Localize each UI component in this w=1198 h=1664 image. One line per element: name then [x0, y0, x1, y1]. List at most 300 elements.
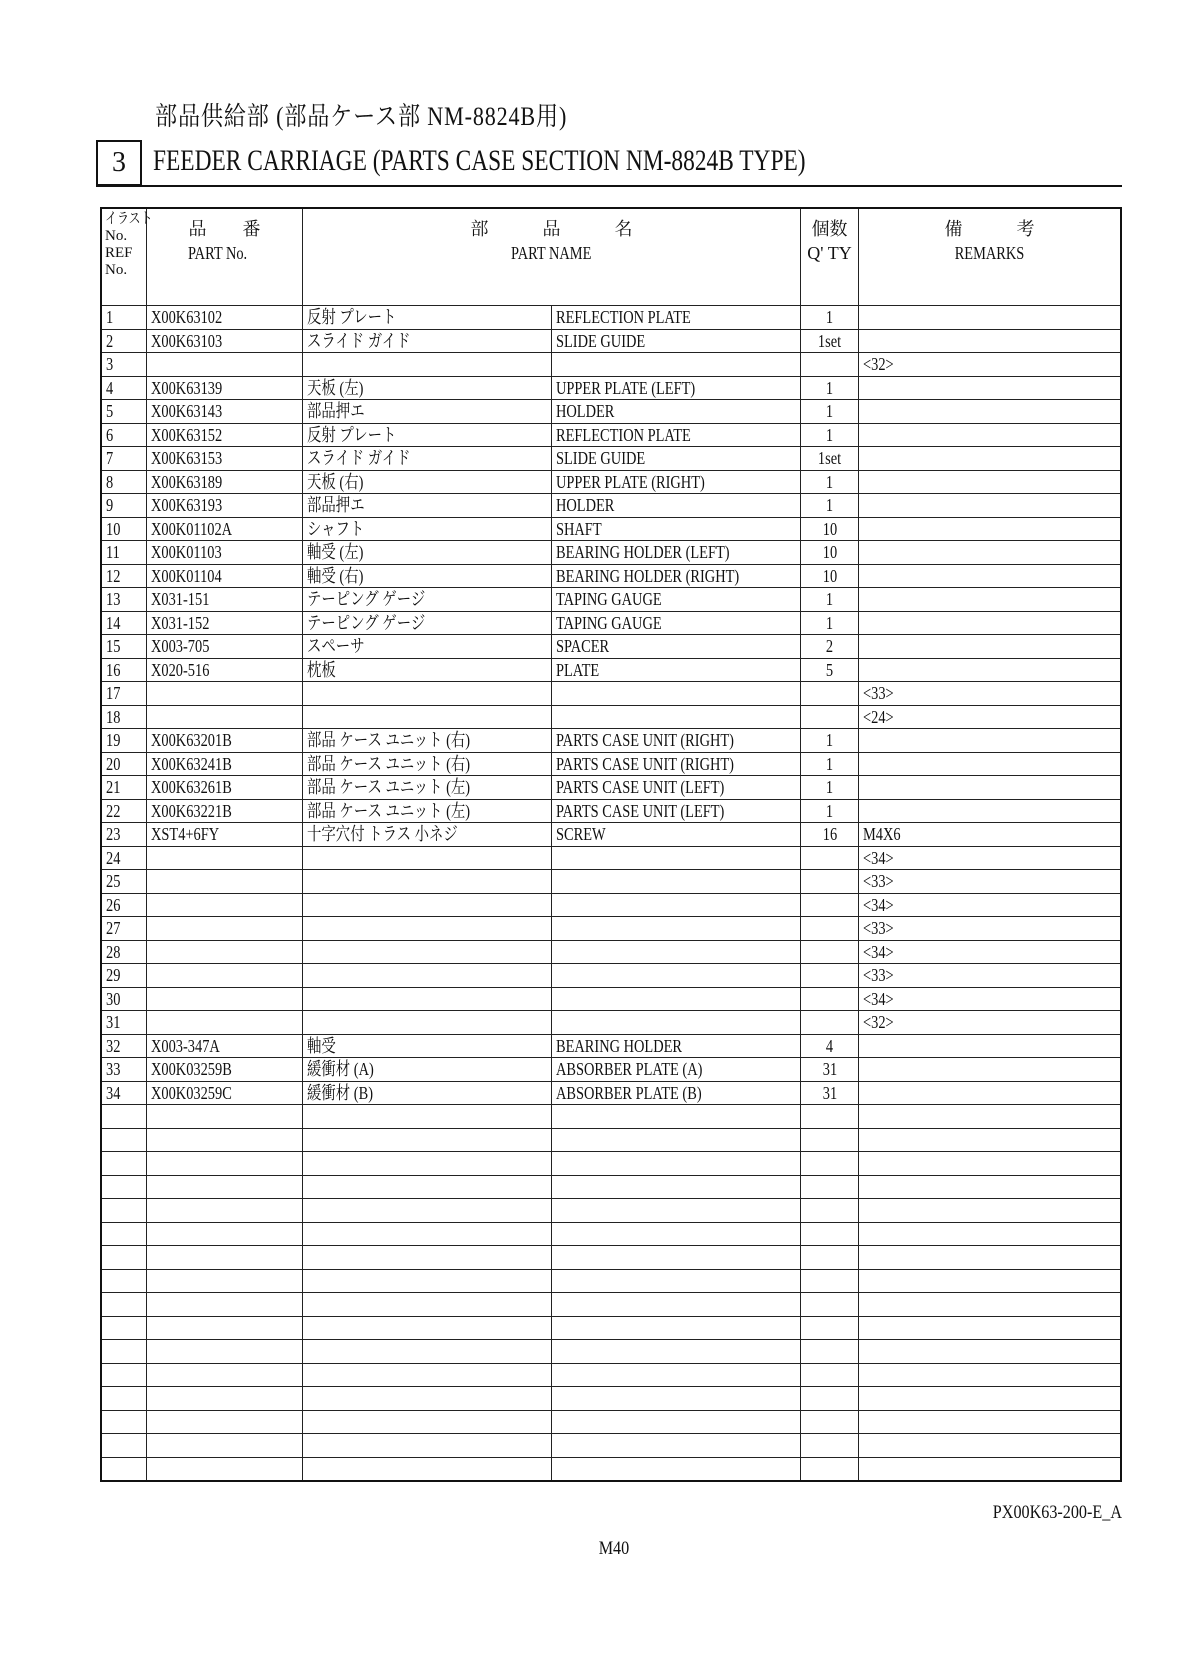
part-no-text: X020-516 [151, 659, 210, 680]
cell-part-no [147, 353, 303, 377]
cell-part-no [147, 729, 303, 753]
qty-text: 2 [825, 636, 834, 657]
ref-text: 16 [106, 659, 121, 680]
cell-part-name-jp [303, 1363, 552, 1387]
table-row [101, 1011, 1121, 1035]
cell-part-name-en [552, 987, 801, 1011]
table-row [101, 1128, 1121, 1152]
cell-remarks [859, 917, 1122, 941]
col-part-no-en: PART No. [187, 243, 247, 263]
ref-text: 14 [106, 612, 121, 633]
part-no-text: X031-151 [151, 589, 210, 610]
cell-qty [801, 940, 859, 964]
cell-part-name-jp [303, 1152, 552, 1176]
ref-text: 7 [106, 448, 114, 469]
cell-part-name-en [552, 329, 801, 353]
qty-text: 1 [825, 307, 834, 328]
remarks-text: <34> [863, 847, 894, 868]
cell-remarks [859, 1269, 1122, 1293]
cell-part-no [147, 564, 303, 588]
part-name-en-text: UPPER PLATE (LEFT) [556, 377, 696, 398]
cell-part-no [147, 846, 303, 870]
qty-text: 16 [822, 824, 837, 845]
remarks-text: <33> [863, 918, 894, 939]
part-name-jp-text: 軸受 [307, 1035, 336, 1056]
table-row [101, 306, 1121, 330]
table-row [101, 1081, 1121, 1105]
part-name-jp-text: シャフト [307, 518, 365, 539]
cell-remarks [859, 564, 1122, 588]
remarks-text: <34> [863, 988, 894, 1009]
remarks-text: <34> [863, 941, 894, 962]
part-name-jp-text: 軸受 (左) [307, 542, 364, 563]
cell-part-name-jp [303, 1199, 552, 1223]
cell-remarks [859, 1011, 1122, 1035]
ref-text: 29 [106, 965, 121, 986]
cell-ref [101, 682, 147, 706]
cell-part-no [147, 1340, 303, 1364]
cell-part-name-en [552, 1387, 801, 1411]
cell-part-name-en [552, 611, 801, 635]
cell-remarks [859, 846, 1122, 870]
cell-remarks [859, 423, 1122, 447]
cell-part-name-jp [303, 1340, 552, 1364]
cell-qty [801, 1175, 859, 1199]
part-name-jp-text: 反射 プレート [307, 307, 397, 328]
part-no-text: X00K01103 [151, 542, 222, 563]
cell-part-name-jp [303, 447, 552, 471]
ref-text: 8 [106, 471, 114, 492]
part-no-text: X00K63153 [151, 448, 223, 469]
cell-qty [801, 1246, 859, 1270]
table-row [101, 564, 1121, 588]
cell-part-name-jp [303, 1457, 552, 1481]
cell-ref [101, 1222, 147, 1246]
cell-remarks [859, 306, 1122, 330]
cell-ref [101, 329, 147, 353]
cell-qty [801, 541, 859, 565]
cell-part-name-jp [303, 541, 552, 565]
part-no-text: X00K63193 [151, 495, 223, 516]
cell-ref [101, 752, 147, 776]
cell-qty [801, 1293, 859, 1317]
part-name-en-text: REFLECTION PLATE [556, 307, 691, 328]
cell-ref [101, 1410, 147, 1434]
cell-part-name-en [552, 400, 801, 424]
ref-text: 12 [106, 565, 121, 586]
table-row [101, 541, 1121, 565]
cell-part-no [147, 1105, 303, 1129]
cell-ref [101, 940, 147, 964]
col-ref [101, 208, 153, 306]
title-underline [96, 185, 1122, 187]
cell-part-name-jp [303, 611, 552, 635]
cell-part-name-en [552, 846, 801, 870]
part-name-en-text: ABSORBER PLATE (A) [556, 1059, 703, 1080]
qty-text: 1 [825, 753, 834, 774]
page-number: M40 [598, 1538, 630, 1559]
cell-ref [101, 917, 147, 941]
cell-part-name-en [552, 776, 801, 800]
part-name-jp-text: テーピング ゲージ [307, 589, 426, 610]
ref-text: 26 [106, 894, 121, 915]
part-name-jp-text: 部品 ケース ユニット (右) [307, 753, 471, 774]
part-name-jp-text: テーピング ゲージ [307, 612, 426, 633]
part-name-jp-text: 天板 (右) [307, 471, 364, 492]
cell-part-name-jp [303, 705, 552, 729]
cell-ref [101, 1199, 147, 1223]
cell-remarks [859, 752, 1122, 776]
cell-part-name-en [552, 705, 801, 729]
cell-qty [801, 329, 859, 353]
part-name-en-text: ABSORBER PLATE (B) [556, 1082, 702, 1103]
ref-text: 32 [106, 1035, 121, 1056]
table-row [101, 423, 1121, 447]
table-row [101, 1410, 1121, 1434]
cell-ref [101, 423, 147, 447]
cell-remarks [859, 1199, 1122, 1223]
cell-part-no [147, 1128, 303, 1152]
cell-part-name-jp [303, 588, 552, 612]
cell-ref [101, 705, 147, 729]
table-row [101, 917, 1121, 941]
table-row [101, 353, 1121, 377]
cell-qty [801, 987, 859, 1011]
ref-text: 9 [106, 495, 114, 516]
table-row [101, 1058, 1121, 1082]
cell-qty [801, 1081, 859, 1105]
cell-part-name-en [552, 1011, 801, 1035]
cell-part-name-jp [303, 799, 552, 823]
cell-remarks [859, 588, 1122, 612]
cell-part-no [147, 799, 303, 823]
cell-qty [801, 1363, 859, 1387]
cell-part-name-jp [303, 729, 552, 753]
cell-ref [101, 1246, 147, 1270]
cell-part-name-en [552, 729, 801, 753]
part-no-text: X00K03259C [151, 1082, 232, 1103]
cell-part-name-en [552, 799, 801, 823]
table-row [101, 1457, 1121, 1481]
part-name-en-text: REFLECTION PLATE [556, 424, 691, 445]
cell-remarks [859, 329, 1122, 353]
remarks-text: <32> [863, 1012, 894, 1033]
cell-part-no [147, 1269, 303, 1293]
cell-qty [801, 635, 859, 659]
cell-qty [801, 1434, 859, 1458]
ref-text: 11 [106, 542, 120, 563]
part-name-en-text: SLIDE GUIDE [556, 448, 646, 469]
ref-text: 18 [106, 706, 121, 727]
part-no-text: X00K01102A [151, 518, 233, 539]
table-row [101, 635, 1121, 659]
cell-ref [101, 1387, 147, 1411]
qty-text: 1 [825, 589, 834, 610]
cell-remarks [859, 799, 1122, 823]
cell-ref [101, 353, 147, 377]
table-row [101, 964, 1121, 988]
ref-text: 27 [106, 918, 121, 939]
table-row [101, 658, 1121, 682]
cell-ref [101, 1363, 147, 1387]
cell-remarks [859, 870, 1122, 894]
table-row [101, 1316, 1121, 1340]
cell-qty [801, 611, 859, 635]
part-no-text: X00K63103 [151, 330, 223, 351]
cell-part-name-jp [303, 517, 552, 541]
cell-part-no [147, 1152, 303, 1176]
cell-part-name-en [552, 1081, 801, 1105]
cell-part-name-jp [303, 1387, 552, 1411]
cell-remarks [859, 1034, 1122, 1058]
cell-qty [801, 752, 859, 776]
ref-text: 17 [106, 683, 121, 704]
cell-part-name-en [552, 917, 801, 941]
cell-ref [101, 635, 147, 659]
ref-text: 30 [106, 988, 121, 1009]
cell-qty [801, 1387, 859, 1411]
cell-qty [801, 1034, 859, 1058]
cell-qty [801, 1011, 859, 1035]
japanese-section-title: 部品供給部 (部品ケース部 NM-8824B用) [155, 102, 568, 131]
cell-part-name-jp [303, 423, 552, 447]
cell-remarks [859, 517, 1122, 541]
cell-part-name-jp [303, 1410, 552, 1434]
cell-part-no [147, 1293, 303, 1317]
cell-ref [101, 1128, 147, 1152]
cell-remarks [859, 1293, 1122, 1317]
remarks-text: <33> [863, 871, 894, 892]
cell-part-no [147, 987, 303, 1011]
table-row [101, 1434, 1121, 1458]
cell-remarks [859, 353, 1122, 377]
part-no-text: X00K03259B [151, 1059, 232, 1080]
table-row [101, 1246, 1121, 1270]
cell-qty [801, 1152, 859, 1176]
cell-qty [801, 964, 859, 988]
cell-part-no [147, 705, 303, 729]
part-no-text: X00K63152 [151, 424, 223, 445]
col-part-no [147, 208, 303, 306]
cell-qty [801, 893, 859, 917]
cell-qty [801, 1222, 859, 1246]
cell-ref [101, 1434, 147, 1458]
cell-ref [101, 494, 147, 518]
cell-part-name-en [552, 517, 801, 541]
table-row [101, 329, 1121, 353]
cell-qty [801, 846, 859, 870]
cell-part-name-jp [303, 1034, 552, 1058]
cell-ref [101, 470, 147, 494]
cell-ref [101, 1175, 147, 1199]
cell-part-name-jp [303, 1434, 552, 1458]
cell-part-name-en [552, 1034, 801, 1058]
part-no-text: X003-347A [151, 1035, 220, 1056]
table-row [101, 376, 1121, 400]
cell-remarks [859, 1222, 1122, 1246]
part-no-text: X00K63261B [151, 777, 232, 798]
part-no-text: X00K63241B [151, 753, 232, 774]
part-name-jp-text: 枕板 [307, 659, 336, 680]
cell-qty [801, 517, 859, 541]
remarks-text: <24> [863, 706, 894, 727]
table-row [101, 1222, 1121, 1246]
cell-part-name-en [552, 682, 801, 706]
col-qty [801, 208, 859, 306]
cell-part-name-en [552, 1434, 801, 1458]
cell-part-name-jp [303, 1058, 552, 1082]
cell-part-name-jp [303, 306, 552, 330]
cell-part-no [147, 494, 303, 518]
cell-part-name-en [552, 1457, 801, 1481]
cell-part-no [147, 423, 303, 447]
cell-part-no [147, 752, 303, 776]
cell-remarks [859, 1128, 1122, 1152]
cell-qty [801, 353, 859, 377]
cell-remarks [859, 635, 1122, 659]
cell-remarks [859, 682, 1122, 706]
cell-part-name-jp [303, 1269, 552, 1293]
ref-text: 28 [106, 941, 121, 962]
remarks-text: M4X6 [863, 824, 901, 845]
ref-text: 2 [106, 330, 114, 351]
part-name-jp-text: 緩衝材 (A) [307, 1059, 374, 1080]
cell-part-name-en [552, 658, 801, 682]
cell-part-name-en [552, 423, 801, 447]
part-name-jp-text: 部品 ケース ユニット (右) [307, 730, 471, 751]
part-no-text: X00K63201B [151, 730, 232, 751]
part-no-text: XST4+6FY [151, 824, 220, 845]
cell-qty [801, 705, 859, 729]
cell-part-name-en [552, 470, 801, 494]
cell-remarks [859, 705, 1122, 729]
cell-remarks [859, 1410, 1122, 1434]
part-name-jp-text: スライド ガイド [307, 330, 411, 351]
cell-part-name-en [552, 1246, 801, 1270]
part-name-jp-text: 天板 (左) [307, 377, 364, 398]
ref-text: 10 [106, 518, 121, 539]
cell-part-name-jp [303, 494, 552, 518]
cell-part-name-jp [303, 1175, 552, 1199]
table-row [101, 705, 1121, 729]
table-row [101, 588, 1121, 612]
part-name-en-text: HOLDER [556, 495, 615, 516]
part-name-jp-text: スペーサ [307, 636, 365, 657]
cell-part-name-jp [303, 353, 552, 377]
cell-ref [101, 376, 147, 400]
part-name-en-text: SCREW [556, 824, 606, 845]
cell-part-name-jp [303, 635, 552, 659]
cell-remarks [859, 987, 1122, 1011]
qty-text: 10 [822, 565, 837, 586]
remarks-text: <33> [863, 683, 894, 704]
table-row [101, 1293, 1121, 1317]
part-name-en-text: SHAFT [556, 518, 602, 539]
cell-part-no [147, 1457, 303, 1481]
cell-ref [101, 517, 147, 541]
cell-ref [101, 799, 147, 823]
cell-part-no [147, 611, 303, 635]
cell-ref [101, 1034, 147, 1058]
cell-part-no [147, 1316, 303, 1340]
cell-remarks [859, 470, 1122, 494]
cell-part-no [147, 1034, 303, 1058]
cell-remarks [859, 964, 1122, 988]
cell-remarks [859, 1246, 1122, 1270]
cell-part-name-jp [303, 564, 552, 588]
table-row [101, 893, 1121, 917]
cell-part-name-en [552, 494, 801, 518]
cell-part-name-en [552, 1058, 801, 1082]
part-name-en-text: PARTS CASE UNIT (LEFT) [556, 777, 725, 798]
part-name-en-text: PARTS CASE UNIT (RIGHT) [556, 753, 734, 774]
cell-ref [101, 776, 147, 800]
part-name-en-text: BEARING HOLDER (RIGHT) [556, 565, 740, 586]
cell-part-name-jp [303, 752, 552, 776]
part-name-en-text: PLATE [556, 659, 600, 680]
cell-ref [101, 611, 147, 635]
part-no-text: X031-152 [151, 612, 210, 633]
cell-part-no [147, 964, 303, 988]
cell-ref [101, 564, 147, 588]
cell-part-name-en [552, 1128, 801, 1152]
cell-part-name-en [552, 1175, 801, 1199]
cell-part-no [147, 588, 303, 612]
ref-text: 6 [106, 424, 114, 445]
cell-ref [101, 823, 147, 847]
cell-remarks [859, 1387, 1122, 1411]
part-no-text: X00K63143 [151, 401, 223, 422]
ref-text: 25 [106, 871, 121, 892]
cell-part-no [147, 682, 303, 706]
col-remarks-en: REMARKS [954, 243, 1025, 263]
table-row [101, 1034, 1121, 1058]
cell-part-name-jp [303, 682, 552, 706]
cell-part-name-en [552, 1293, 801, 1317]
table-row [101, 447, 1121, 471]
cell-part-name-en [552, 635, 801, 659]
ref-text: 1 [106, 307, 114, 328]
qty-text: 1 [825, 730, 834, 751]
part-name-en-text: BEARING HOLDER [556, 1035, 682, 1056]
cell-part-name-jp [303, 846, 552, 870]
cell-qty [801, 682, 859, 706]
ref-text: 19 [106, 730, 121, 751]
table-row [101, 611, 1121, 635]
part-name-jp-text: 緩衝材 (B) [307, 1082, 373, 1103]
cell-qty [801, 1410, 859, 1434]
cell-remarks [859, 400, 1122, 424]
cell-qty [801, 799, 859, 823]
cell-part-no [147, 635, 303, 659]
cell-qty [801, 447, 859, 471]
ref-text: 31 [106, 1012, 121, 1033]
part-no-text: X00K63221B [151, 800, 232, 821]
ref-text: 3 [106, 354, 114, 375]
cell-part-no [147, 1199, 303, 1223]
cell-part-name-jp [303, 1222, 552, 1246]
cell-ref [101, 400, 147, 424]
cell-part-name-en [552, 306, 801, 330]
cell-ref [101, 541, 147, 565]
cell-part-no [147, 893, 303, 917]
cell-part-name-en [552, 752, 801, 776]
remarks-text: <33> [863, 965, 894, 986]
cell-part-name-en [552, 1410, 801, 1434]
cell-part-name-en [552, 1316, 801, 1340]
cell-remarks [859, 1434, 1122, 1458]
part-name-en-text: PARTS CASE UNIT (RIGHT) [556, 730, 734, 751]
